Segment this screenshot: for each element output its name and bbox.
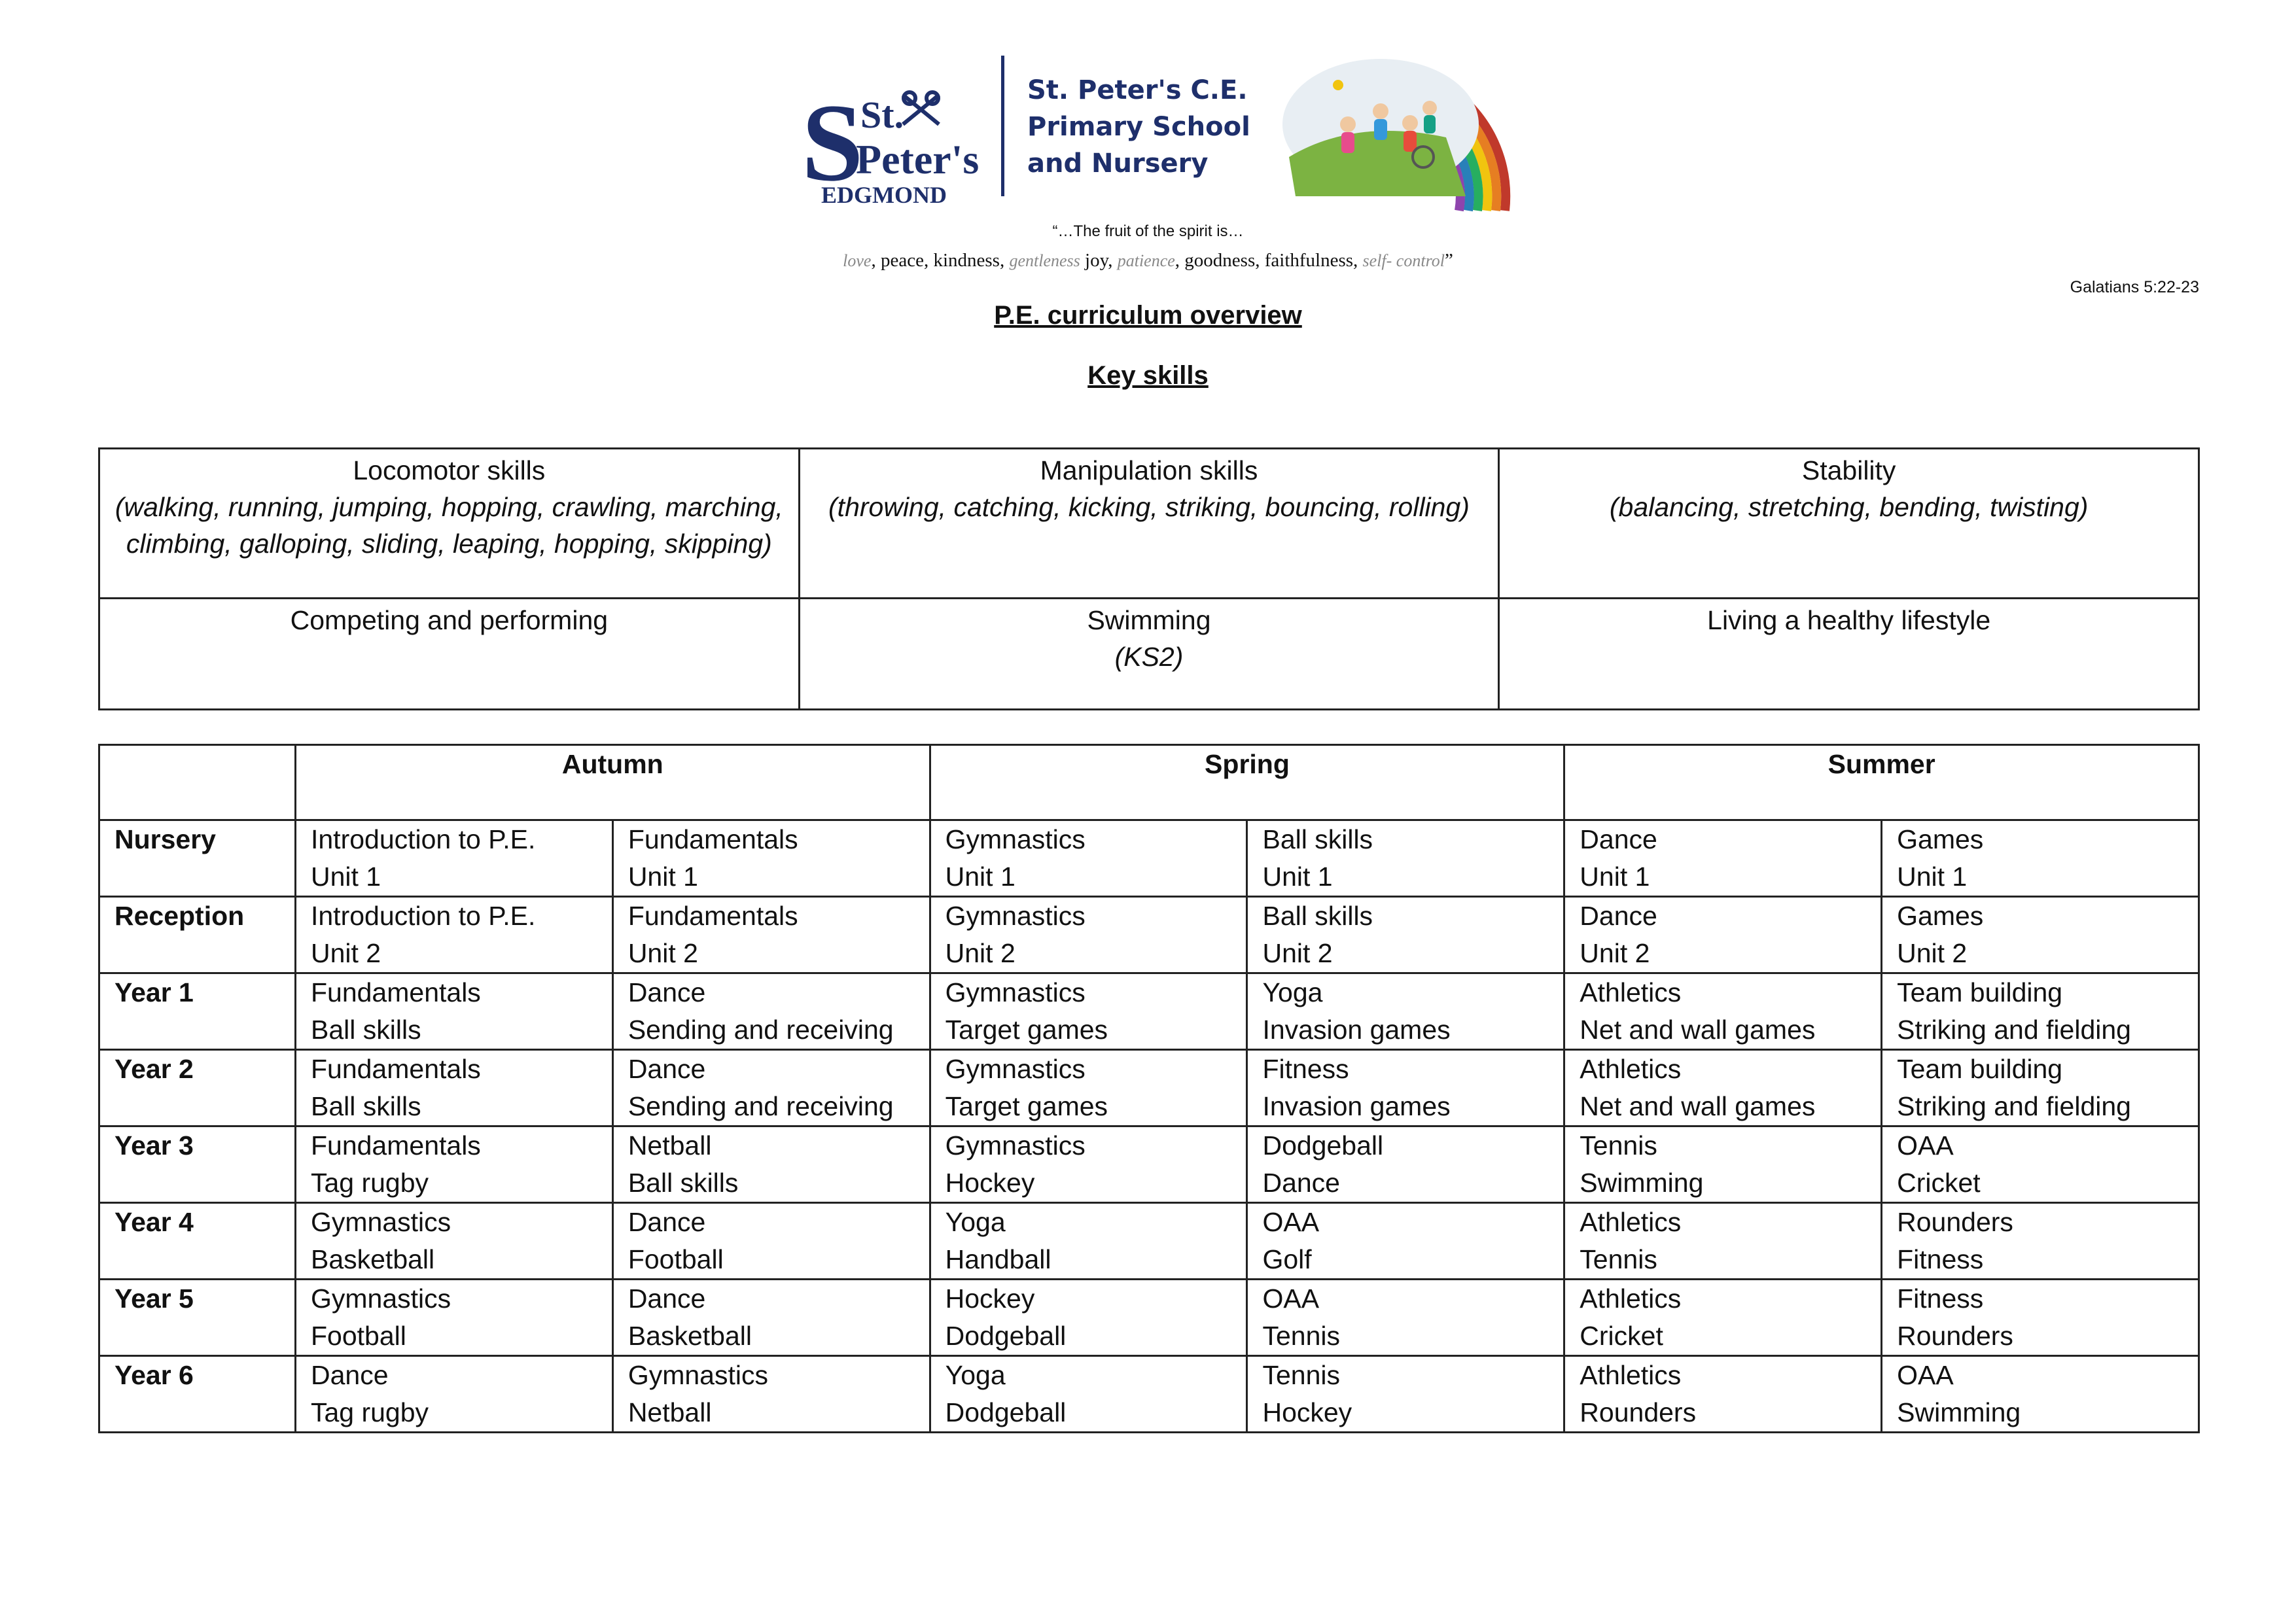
activity-name: Dance bbox=[627, 1054, 706, 1084]
activity-name: Football bbox=[627, 1244, 724, 1274]
activity-cell bbox=[1564, 897, 1882, 973]
activity-name: Hockey bbox=[945, 1283, 1035, 1314]
activity-name: Unit 1 bbox=[1262, 862, 1333, 892]
table-row bbox=[99, 820, 2199, 897]
activity-name: Cricket bbox=[1897, 1168, 1981, 1198]
quote-word: , bbox=[1108, 250, 1118, 271]
activity-cell bbox=[930, 1280, 1247, 1356]
activity-name: Yoga bbox=[945, 1360, 1006, 1390]
activity-cell bbox=[295, 1126, 612, 1203]
table-row bbox=[99, 1203, 2199, 1280]
activity-name: Hockey bbox=[945, 1168, 1035, 1198]
activity-name: Athletics bbox=[1580, 1360, 1682, 1390]
activity-name: Fundamentals bbox=[310, 977, 481, 1007]
activity-cell bbox=[1564, 1050, 1882, 1126]
school-name-line: St. Peter's C.E. bbox=[1027, 75, 1248, 105]
year-group-label: Reception bbox=[99, 897, 296, 973]
skill-name: Stability bbox=[1801, 455, 1896, 485]
activity-name: Games bbox=[1897, 901, 1984, 931]
skill-cell bbox=[99, 449, 800, 599]
school-name bbox=[1027, 72, 1276, 182]
activity-name: Handball bbox=[945, 1244, 1051, 1274]
activity-name: Introduction to P.E. bbox=[310, 901, 536, 931]
activity-name: Fundamentals bbox=[310, 1130, 481, 1161]
activity-cell bbox=[612, 1356, 930, 1433]
year-group-label: Year 4 bbox=[99, 1203, 296, 1280]
activity-cell bbox=[1247, 1126, 1564, 1203]
activity-name: Net and wall games bbox=[1580, 1091, 1816, 1121]
activity-name: Unit 2 bbox=[1262, 938, 1333, 968]
activity-name: Invasion games bbox=[1262, 1015, 1451, 1045]
activity-cell bbox=[295, 1050, 612, 1126]
activity-cell bbox=[1564, 1126, 1882, 1203]
logo-divider bbox=[1001, 56, 1004, 196]
activity-cell bbox=[1882, 820, 2199, 897]
section-title: Key skills bbox=[1087, 361, 1209, 390]
skill-detail: (balancing, stretching, bending, twisting) bbox=[1609, 492, 2089, 522]
year-group-label: Year 2 bbox=[99, 1050, 296, 1126]
activity-name: Invasion games bbox=[1262, 1091, 1451, 1121]
activity-cell bbox=[930, 897, 1247, 973]
activity-name: Team building bbox=[1897, 977, 2063, 1007]
table-row bbox=[99, 1050, 2199, 1126]
curriculum-table bbox=[98, 744, 2200, 1433]
activity-name: Rounders bbox=[1580, 1397, 1697, 1427]
activity-cell bbox=[1882, 973, 2199, 1050]
activity-name: Fundamentals bbox=[627, 824, 798, 854]
skill-cell bbox=[1499, 449, 2199, 599]
table-row bbox=[99, 1280, 2199, 1356]
scripture-reference: Galatians 5:22-23 bbox=[2070, 278, 2199, 296]
activity-name: Tennis bbox=[1580, 1130, 1657, 1161]
year-group-label: Year 6 bbox=[99, 1356, 296, 1433]
activity-name: Gymnastics bbox=[945, 1054, 1086, 1084]
activity-name: Dance bbox=[1262, 1168, 1340, 1198]
activity-cell bbox=[612, 897, 930, 973]
table-row bbox=[99, 1356, 2199, 1433]
term-header-spring: Spring bbox=[930, 745, 1564, 820]
activity-name: Netball bbox=[627, 1130, 712, 1161]
activity-name: Gymnastics bbox=[945, 1130, 1086, 1161]
skill-cell bbox=[799, 599, 1499, 710]
activity-name: Fitness bbox=[1897, 1283, 1984, 1314]
activity-name: Dodgeball bbox=[1262, 1130, 1384, 1161]
activity-name: Swimming bbox=[1897, 1397, 2021, 1427]
activity-name: Unit 2 bbox=[945, 938, 1016, 968]
activity-name: Rounders bbox=[1897, 1321, 2013, 1351]
activity-cell bbox=[1564, 1356, 1882, 1433]
activity-name: Fitness bbox=[1897, 1244, 1984, 1274]
table-header-row bbox=[99, 745, 2199, 820]
svg-text:S: S bbox=[802, 81, 864, 204]
logo-st: St. bbox=[860, 94, 904, 136]
activity-name: Dance bbox=[1580, 824, 1657, 854]
activity-name: Dance bbox=[310, 1360, 389, 1390]
table-row bbox=[99, 1126, 2199, 1203]
activity-name: Dance bbox=[1580, 901, 1657, 931]
skill-name: Locomotor skills bbox=[353, 455, 546, 485]
term-header-summer: Summer bbox=[1564, 745, 2199, 820]
activity-name: Unit 1 bbox=[310, 862, 381, 892]
activity-name: Striking and fielding bbox=[1897, 1091, 2131, 1121]
activity-cell bbox=[1882, 1203, 2199, 1280]
activity-name: Unit 1 bbox=[1897, 862, 1968, 892]
activity-name: Team building bbox=[1897, 1054, 2063, 1084]
activity-cell bbox=[612, 1203, 930, 1280]
activity-name: Striking and fielding bbox=[1897, 1015, 2131, 1045]
activity-cell bbox=[1564, 973, 1882, 1050]
skill-detail: (walking, running, jumping, hopping, crawling, marching, climbing, galloping, sliding, leaping, hopping, skipping) bbox=[115, 492, 783, 559]
skill-name: Manipulation skills bbox=[1040, 455, 1258, 485]
table-row bbox=[99, 973, 2199, 1050]
year-group-label: Nursery bbox=[99, 820, 296, 897]
activity-name: OAA bbox=[1897, 1130, 1954, 1161]
quote-word-handwritten: patience bbox=[1117, 251, 1175, 270]
activity-cell bbox=[612, 1126, 930, 1203]
activity-name: Gymnastics bbox=[945, 977, 1086, 1007]
term-header-autumn: Autumn bbox=[295, 745, 930, 820]
activity-name: Sending and receiving bbox=[627, 1091, 894, 1121]
activity-cell bbox=[1882, 1280, 2199, 1356]
activity-name: Netball bbox=[627, 1397, 712, 1427]
activity-name: Unit 2 bbox=[627, 938, 698, 968]
skill-detail: (KS2) bbox=[1114, 642, 1184, 672]
logo-peters: Peter's bbox=[856, 136, 980, 183]
activity-name: Ball skills bbox=[310, 1015, 421, 1045]
activity-name: Athletics bbox=[1580, 977, 1682, 1007]
activity-name: Hockey bbox=[1262, 1397, 1352, 1427]
skill-name: Living a healthy lifestyle bbox=[1707, 605, 1991, 635]
activity-name: Dance bbox=[627, 1207, 706, 1237]
activity-name: Cricket bbox=[1580, 1321, 1663, 1351]
activity-name: Tennis bbox=[1262, 1321, 1340, 1351]
activity-cell bbox=[930, 1203, 1247, 1280]
activity-name: Ball skills bbox=[1262, 824, 1373, 854]
activity-name: Swimming bbox=[1580, 1168, 1704, 1198]
activity-name: Games bbox=[1897, 824, 1984, 854]
year-group-label: Year 1 bbox=[99, 973, 296, 1050]
quote-word-handwritten: gentleness bbox=[1009, 251, 1080, 270]
skill-name: Competing and performing bbox=[290, 605, 609, 635]
activity-name: Dance bbox=[627, 977, 706, 1007]
school-name-line: Primary School bbox=[1027, 112, 1250, 142]
activity-name: Tennis bbox=[1580, 1244, 1657, 1274]
activity-name: Gymnastics bbox=[945, 901, 1086, 931]
activity-cell bbox=[295, 897, 612, 973]
activity-cell bbox=[1247, 973, 1564, 1050]
activity-cell bbox=[612, 973, 930, 1050]
activity-name: Fundamentals bbox=[310, 1054, 481, 1084]
activity-cell bbox=[930, 973, 1247, 1050]
crossed-keys-icon bbox=[903, 92, 939, 124]
activity-cell bbox=[1247, 1356, 1564, 1433]
activity-name: Yoga bbox=[945, 1207, 1006, 1237]
activity-name: Dodgeball bbox=[945, 1397, 1067, 1427]
school-crest-logo bbox=[798, 75, 980, 208]
year-group-label: Year 5 bbox=[99, 1280, 296, 1356]
year-group-label: Year 3 bbox=[99, 1126, 296, 1203]
activity-name: Basketball bbox=[627, 1321, 752, 1351]
activity-cell bbox=[295, 1280, 612, 1356]
activity-name: Athletics bbox=[1580, 1207, 1682, 1237]
activity-name: Dodgeball bbox=[945, 1321, 1067, 1351]
activity-name: Fundamentals bbox=[627, 901, 798, 931]
quote-word: , goodness, faithfulness, bbox=[1174, 250, 1363, 271]
activity-name: Net and wall games bbox=[1580, 1015, 1816, 1045]
activity-name: Gymnastics bbox=[945, 824, 1086, 854]
activity-name: Dance bbox=[627, 1283, 706, 1314]
activity-name: Gymnastics bbox=[310, 1207, 451, 1237]
scripture-quote-fruits bbox=[0, 250, 2296, 271]
key-skills-table bbox=[98, 447, 2200, 710]
activity-name: OAA bbox=[1897, 1360, 1954, 1390]
activity-cell bbox=[930, 1050, 1247, 1126]
activity-cell bbox=[930, 1126, 1247, 1203]
school-header bbox=[779, 39, 1518, 211]
activity-cell bbox=[1247, 1203, 1564, 1280]
activity-cell bbox=[1564, 1203, 1882, 1280]
year-column-header bbox=[99, 745, 296, 820]
activity-cell bbox=[1564, 1280, 1882, 1356]
children-rainbow-illustration bbox=[1276, 39, 1518, 211]
activity-name: Fitness bbox=[1262, 1054, 1349, 1084]
activity-name: Unit 2 bbox=[310, 938, 381, 968]
activity-name: Tag rugby bbox=[310, 1168, 429, 1198]
quote-word: , peace, kindness, bbox=[871, 250, 1010, 271]
quote-word-handwritten: love bbox=[843, 251, 872, 270]
activity-name: Ball skills bbox=[627, 1168, 739, 1198]
activity-name: Gymnastics bbox=[627, 1360, 768, 1390]
activity-name: Golf bbox=[1262, 1244, 1312, 1274]
activity-cell bbox=[930, 1356, 1247, 1433]
quote-word: ” bbox=[1444, 250, 1453, 271]
activity-name: OAA bbox=[1262, 1283, 1320, 1314]
activity-name: Tag rugby bbox=[310, 1397, 429, 1427]
activity-name: Unit 2 bbox=[1897, 938, 1968, 968]
skill-cell bbox=[799, 449, 1499, 599]
activity-cell bbox=[295, 973, 612, 1050]
scripture-quote-intro: “…The fruit of the spirit is… bbox=[1052, 222, 1244, 240]
activity-name: Unit 1 bbox=[627, 862, 698, 892]
activity-name: Tennis bbox=[1262, 1360, 1340, 1390]
activity-name: Ball skills bbox=[1262, 901, 1373, 931]
activity-cell bbox=[1882, 1050, 2199, 1126]
activity-cell bbox=[612, 1280, 930, 1356]
activity-cell bbox=[1247, 1280, 1564, 1356]
activity-name: Basketball bbox=[310, 1244, 435, 1274]
activity-name: Ball skills bbox=[310, 1091, 421, 1121]
skill-name: Swimming bbox=[1087, 605, 1211, 635]
activity-cell bbox=[295, 1356, 612, 1433]
activity-name: Gymnastics bbox=[310, 1283, 451, 1314]
activity-name: Unit 2 bbox=[1580, 938, 1650, 968]
skill-cell bbox=[99, 599, 800, 710]
activity-cell bbox=[612, 820, 930, 897]
activity-name: Target games bbox=[945, 1015, 1108, 1045]
activity-cell bbox=[1247, 1050, 1564, 1126]
activity-name: Rounders bbox=[1897, 1207, 2013, 1237]
activity-cell bbox=[612, 1050, 930, 1126]
activity-cell bbox=[1882, 897, 2199, 973]
quote-word-handwritten: self- control bbox=[1362, 251, 1445, 270]
activity-name: Sending and receiving bbox=[627, 1015, 894, 1045]
activity-name: Athletics bbox=[1580, 1283, 1682, 1314]
skill-detail: (throwing, catching, kicking, striking, bouncing, rolling) bbox=[828, 492, 1470, 522]
activity-name: OAA bbox=[1262, 1207, 1320, 1237]
activity-name: Target games bbox=[945, 1091, 1108, 1121]
activity-name: Introduction to P.E. bbox=[310, 824, 536, 854]
activity-cell bbox=[1247, 820, 1564, 897]
activity-name: Football bbox=[310, 1321, 406, 1351]
quote-word: joy bbox=[1080, 250, 1108, 271]
activity-cell bbox=[1564, 820, 1882, 897]
activity-name: Unit 1 bbox=[945, 862, 1016, 892]
school-name-line: and Nursery bbox=[1027, 148, 1209, 179]
activity-name: Yoga bbox=[1262, 977, 1323, 1007]
table-row bbox=[99, 449, 2199, 599]
activity-cell bbox=[1882, 1126, 2199, 1203]
activity-name: Athletics bbox=[1580, 1054, 1682, 1084]
balloon-icon bbox=[1333, 80, 1343, 90]
activity-cell bbox=[295, 1203, 612, 1280]
logo-edgmond: EDGMOND bbox=[821, 182, 947, 208]
activity-cell bbox=[1882, 1356, 2199, 1433]
activity-name: Unit 1 bbox=[1580, 862, 1650, 892]
activity-cell bbox=[1247, 897, 1564, 973]
skill-cell bbox=[1499, 599, 2199, 710]
activity-cell bbox=[930, 820, 1247, 897]
activity-cell bbox=[295, 820, 612, 897]
table-row bbox=[99, 897, 2199, 973]
table-row bbox=[99, 599, 2199, 710]
page-title: P.E. curriculum overview bbox=[994, 301, 1302, 330]
